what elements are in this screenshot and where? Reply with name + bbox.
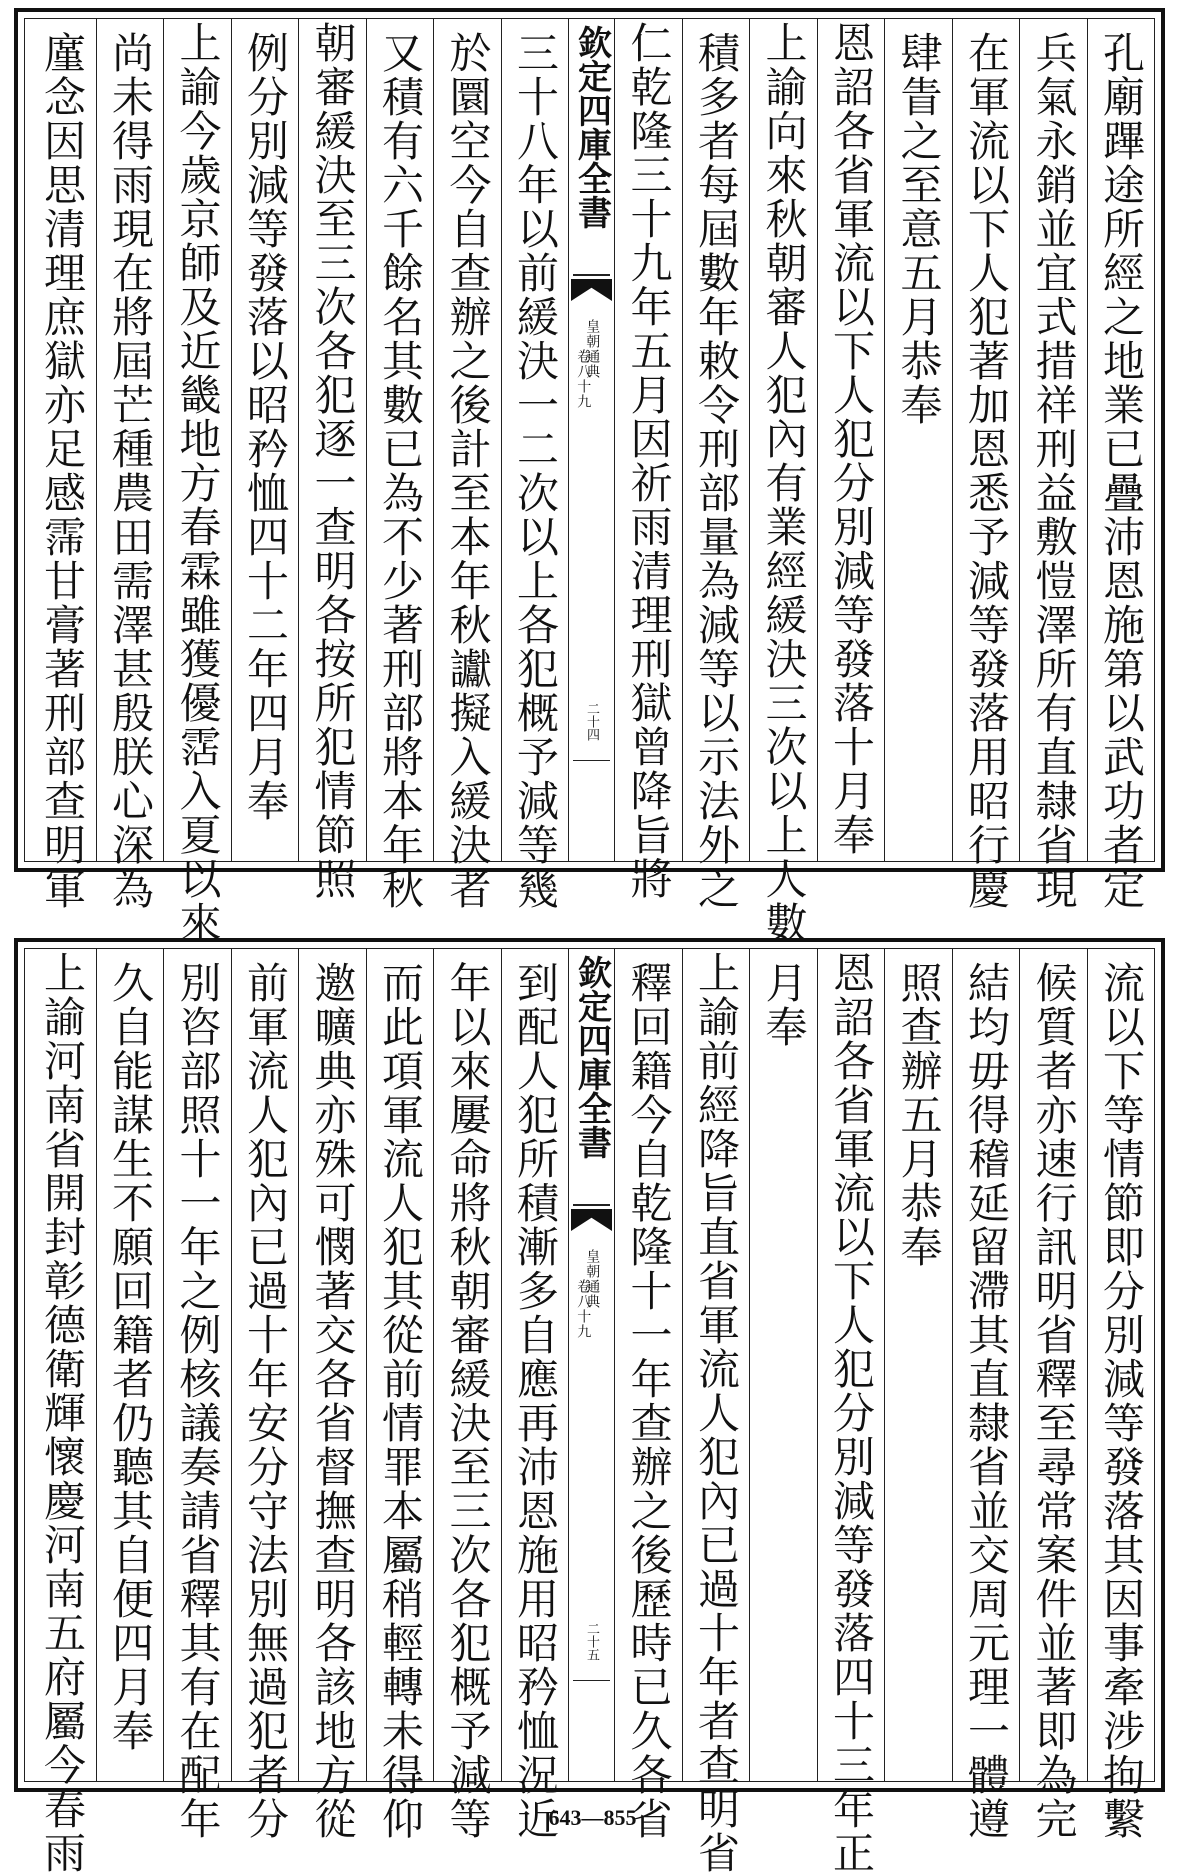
fold-book-title: 皇朝通典 (584, 1249, 601, 1309)
text-column (28, 949, 96, 1875)
column-text: 肆眚之至意五月恭奉 (894, 31, 944, 427)
column-text: 積多者每屆數年敕令刑部量為減等以示法外之 (691, 31, 741, 911)
column-text: 久自能謀生不願回籍者仍聽其自便四月奉 (105, 961, 155, 1753)
column-text: 候質者亦速行訊明省釋至尋常案件並著即為完 (1029, 961, 1079, 1841)
text-column (298, 949, 366, 1841)
column-text: 年以來屢命將秋朝審緩決至三次各犯概予減等 (443, 961, 493, 1841)
column-text: 廑念因思清理庶獄亦足感霈甘膏著刑部查明軍 (37, 31, 87, 911)
text-column (28, 19, 96, 911)
text-column (163, 949, 231, 1841)
text-column (366, 19, 434, 911)
fold-rule (573, 760, 610, 762)
fold-title: 欽定四庫全書 (571, 955, 612, 1159)
fold-page-number: 二十四 (584, 702, 599, 741)
text-column (817, 949, 885, 1875)
text-column (1019, 19, 1087, 911)
text-column (96, 19, 164, 911)
column-text: 於圜空今自查辦之後計至本年秋讞擬入緩決者 (443, 31, 493, 911)
fold-rule (573, 1680, 610, 1682)
text-column (433, 19, 501, 911)
column-text: 例分別減等發落以昭矜恤四十二年四月奉 (240, 31, 290, 823)
column-text: 邀曠典亦殊可憫著交各省督撫查明各該地方從 (308, 961, 358, 1841)
text-column (614, 19, 682, 901)
column-text: 照查辦五月恭奉 (894, 961, 944, 1269)
fishtail-mark (571, 279, 612, 301)
text-column (614, 949, 682, 1841)
text-column (1019, 949, 1087, 1841)
column-text: 別咨部照十一年之例核議奏請省釋其有在配年 (173, 961, 223, 1841)
text-column (231, 19, 299, 861)
text-column (884, 949, 952, 1781)
column-text: 仁乾隆三十九年五月因祈雨清理刑獄曾降旨將 (624, 21, 674, 901)
text-column (817, 19, 885, 861)
fold-title: 欽定四庫全書 (571, 25, 612, 229)
column-text: 恩詔各省軍流以下人犯分別減等發落四十三年正 (826, 951, 876, 1875)
column-text: 釋回籍今自乾隆十一年查辦之後歷時已久各省 (624, 961, 674, 1841)
column-text: 尚未得雨現在將屆芒種農田需澤甚殷朕心深為 (105, 31, 155, 911)
column-text: 又積有六千餘名其數已為不少著刑部將本年秋 (375, 31, 425, 911)
column-text: 三十八年以前緩決一二次以上各犯概予減等幾 (510, 31, 560, 911)
column-text: 到配人犯所積漸多自應再沛恩施用昭矜恤況近 (510, 961, 560, 1841)
column-text: 恩詔各省軍流以下人犯分別減等發落十月奉 (826, 21, 876, 857)
text-column (366, 949, 434, 1841)
text-column (749, 19, 817, 945)
column-text: 結均毋得稽延留滯其直隸省並交周元理一體遵 (961, 961, 1011, 1841)
column-text: 朝審緩決至三次各犯逐一查明各按所犯情節照 (308, 21, 358, 901)
column-text: 兵氣永銷並宜式措祥刑益敷愷澤所有直隸省現 (1029, 31, 1079, 911)
top-page-columns (25, 19, 1154, 945)
text-column (952, 949, 1020, 1841)
text-column (952, 19, 1020, 911)
text-column (231, 949, 299, 1841)
fold-book-title: 皇朝通典 (584, 319, 601, 379)
text-column (884, 19, 952, 861)
column-text: 上諭河南省開封彰德衛輝懷慶河南五府屬今春雨 (37, 951, 87, 1875)
top-page-frame (14, 8, 1165, 945)
column-text: 上諭前經降旨直省軍流人犯內已過十年者查明省 (691, 951, 741, 1875)
column-text: 月奉 (759, 961, 809, 1049)
center-fold (568, 949, 614, 1781)
text-column (682, 949, 750, 1875)
fishtail-mark (571, 1209, 612, 1231)
fold-volume (575, 349, 590, 409)
fold-volume-label: 卷八十九 (575, 349, 592, 409)
text-column (163, 19, 231, 945)
column-text: 流以下等情節即分別減等發落其因事牽涉拘繫 (1096, 961, 1146, 1841)
column-text: 而此項軍流人犯其從前情罪本屬稍輕轉未得仰 (375, 961, 425, 1841)
center-fold (568, 19, 614, 861)
text-column (749, 949, 817, 1781)
fold-rule (573, 1204, 610, 1206)
text-column (501, 949, 569, 1841)
text-column (501, 19, 569, 911)
column-text: 上諭向來秋朝審人犯內有業經緩決三次以上人數 (759, 21, 809, 945)
column-text: 上諭今歲京師及近畿地方春霖雖獲優霑入夏以來 (173, 21, 223, 945)
fold-volume-label: 卷八十九 (575, 1279, 592, 1339)
text-column (298, 19, 366, 901)
fold-volume (575, 1279, 590, 1339)
column-text: 孔廟蹕途所經之地業已疊沛恩施第以武功者定 (1096, 31, 1146, 911)
text-column (433, 949, 501, 1841)
page-footer-number: 643—855 (548, 1805, 637, 1830)
fold-rule (573, 274, 610, 276)
text-column (682, 19, 750, 911)
column-text: 前軍流人犯內已過十年安分守法別無過犯者分 (240, 961, 290, 1841)
fold-page-number: 二十五 (584, 1622, 599, 1661)
text-column (1087, 949, 1155, 1841)
column-text: 在軍流以下人犯著加恩悉予減等發落用昭行慶 (961, 31, 1011, 911)
text-column (96, 949, 164, 1781)
text-column (1087, 19, 1155, 911)
